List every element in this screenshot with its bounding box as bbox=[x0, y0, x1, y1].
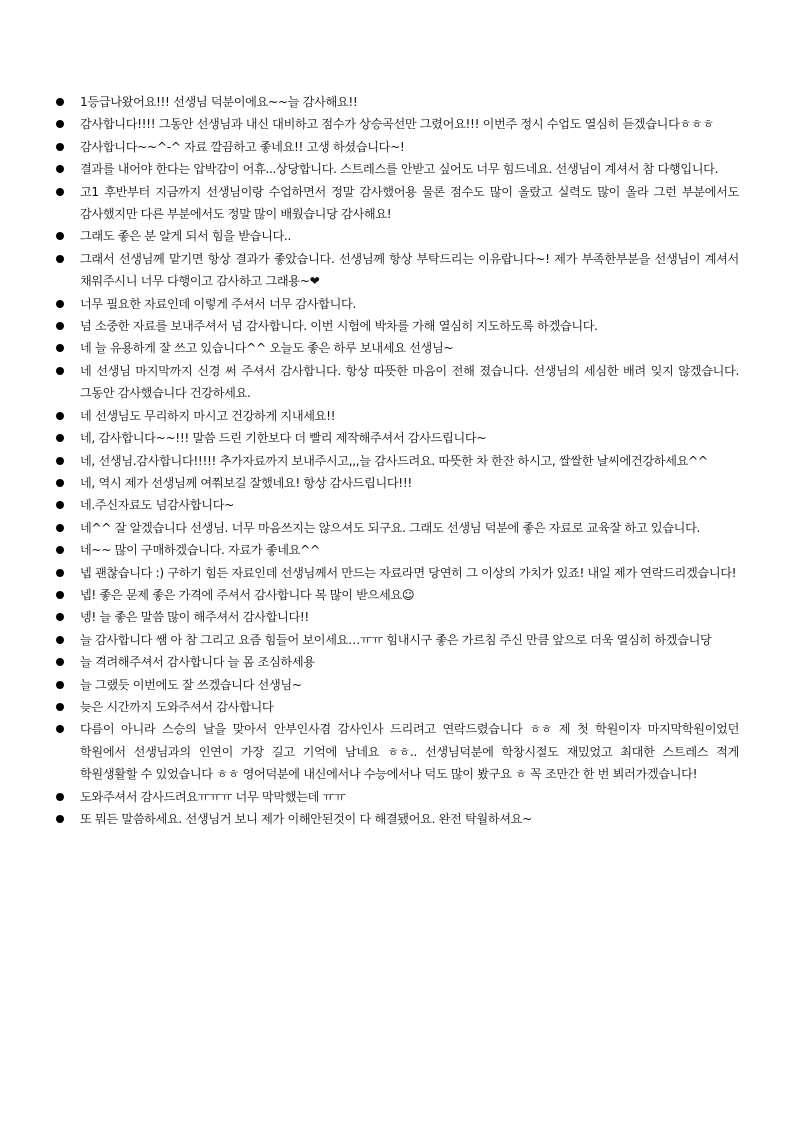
bullet-icon bbox=[56, 815, 64, 823]
list-item-text: 넵 괜찮습니다 :) 구하기 힘든 자료인데 선생님께서 만드는 자료라면 당연히 그 이상의 가치가 있죠! 내일 제가 연락드리겠습니다! bbox=[80, 565, 737, 580]
list-item bbox=[54, 606, 739, 628]
bullet-icon bbox=[56, 255, 64, 263]
bullet-icon bbox=[56, 636, 64, 644]
list-item bbox=[54, 517, 739, 539]
list-item-text: 늦은 시간까지 도와주셔서 감사합니다 bbox=[80, 699, 274, 714]
bullet-icon bbox=[56, 300, 64, 308]
bullet-icon bbox=[56, 165, 64, 173]
list-item bbox=[54, 181, 739, 226]
list-item bbox=[54, 360, 739, 405]
list-item-text: 넵! 좋은 문제 좋은 가격에 주셔서 감사합니다 복 많이 받으세요☺ bbox=[80, 587, 415, 602]
bullet-icon bbox=[56, 703, 64, 711]
list-item bbox=[54, 539, 739, 561]
list-item-text: 너무 필요한 자료인데 이렇게 주셔서 너무 감사합니다. bbox=[80, 296, 356, 311]
bullet-icon bbox=[56, 344, 64, 352]
list-item-text: 그래서 선생님께 맡기면 항상 결과가 좋았습니다. 선생님께 항상 부탁드리는 이유랍니다~! 제가 부족한부분을 선생님이 계셔서 채워주시니 너무 다행이고 감사하고 그래용~❤ bbox=[80, 251, 739, 289]
bullet-icon bbox=[56, 188, 64, 196]
list-item-text: 넘 소중한 자료를 보내주셔서 넘 감사합니다. 이번 시험에 박차를 가해 열심히 지도하도록 하겠습니다. bbox=[80, 319, 598, 334]
list-item bbox=[54, 248, 739, 293]
testimonial-list bbox=[54, 91, 739, 830]
list-item bbox=[54, 91, 739, 113]
list-item bbox=[54, 696, 739, 718]
bullet-icon bbox=[56, 658, 64, 666]
list-item-text: 네, 역시 제가 선생님께 여쭤보길 잘했네요! 항상 감사드립니다!!! bbox=[80, 475, 412, 490]
list-item bbox=[54, 584, 739, 606]
bullet-icon bbox=[56, 479, 64, 487]
list-item-text: 네.주신자료도 넘감사합니다~ bbox=[80, 498, 234, 513]
list-item bbox=[54, 786, 739, 808]
list-item bbox=[54, 472, 739, 494]
bullet-icon bbox=[56, 591, 64, 599]
bullet-icon bbox=[56, 367, 64, 375]
bullet-icon bbox=[56, 457, 64, 465]
list-item bbox=[54, 337, 739, 359]
list-item bbox=[54, 629, 739, 651]
list-item-text: 네^^ 잘 알겠습니다 선생님. 너무 마음쓰지는 않으셔도 되구요. 그래도 선생님 덕분에 좋은 자료로 교육잘 하고 있습니다. bbox=[80, 520, 701, 535]
list-item bbox=[54, 315, 739, 337]
bullet-icon bbox=[56, 725, 64, 733]
bullet-icon bbox=[56, 681, 64, 689]
list-item-text: 감사합니다!!!! 그동안 선생님과 내신 대비하고 점수가 상승곡선만 그렸어요!!! 이번주 정시 수업도 열심히 듣겠습니다ㅎㅎㅎ bbox=[80, 117, 714, 132]
list-item bbox=[54, 674, 739, 696]
bullet-icon bbox=[56, 120, 64, 128]
list-item-text: 네 선생님 마지막까지 신경 써 주셔서 감사합니다. 항상 따뜻한 마음이 전해 졌습니다. 선생님의 세심한 배려 잊지 않겠습니다. 그동안 감사했습니다 건강하세요. bbox=[80, 363, 739, 401]
list-item-text: 감사합니다~~^-^ 자료 깔끔하고 좋네요!! 고생 하셨습니다~! bbox=[80, 139, 405, 154]
list-item-text: 네 선생님도 무리하지 마시고 건강하게 지내세요!! bbox=[80, 408, 336, 423]
list-item-text: 늘 그랬듯 이번에도 잘 쓰겠습니다 선생님~ bbox=[80, 677, 302, 692]
list-item bbox=[54, 494, 739, 516]
list-item-text: 네~~ 많이 구매하겠습니다. 자료가 좋네요^^ bbox=[80, 543, 320, 558]
list-item-text: 도와주셔서 감사드려요ㅠㅠㅠ 너무 막막했는데 ㅠㅠ bbox=[80, 789, 346, 804]
bullet-icon bbox=[56, 412, 64, 420]
bullet-icon bbox=[56, 569, 64, 577]
list-item bbox=[54, 718, 739, 785]
list-item bbox=[54, 225, 739, 247]
bullet-icon bbox=[56, 501, 64, 509]
list-item-text: 늘 격려해주셔서 감사합니다 늘 몸 조심하세용 bbox=[80, 655, 315, 670]
list-item bbox=[54, 427, 739, 449]
list-item bbox=[54, 405, 739, 427]
list-item bbox=[54, 651, 739, 673]
bullet-icon bbox=[56, 613, 64, 621]
bullet-icon bbox=[56, 143, 64, 151]
bullet-icon bbox=[56, 793, 64, 801]
list-item-text: 1등급나왔어요!!! 선생님 덕분이에요~~늘 감사해요!! bbox=[80, 95, 358, 109]
list-item bbox=[54, 136, 739, 158]
list-item-text: 고1 후반부터 지금까지 선생님이랑 수업하면서 정말 감사했어용 물론 점수도 많이 올랐고 실력도 많이 올라 그런 부분에서도 감사했지만 다른 부분에서도 정말 많이 배웠습니당 감사해요! bbox=[80, 184, 739, 222]
list-item-text: 또 뭐든 말씀하세요. 선생님거 보니 제가 이해안된것이 다 해결됐어요. 완전 탁월하셔요~ bbox=[80, 812, 532, 826]
bullet-icon bbox=[56, 434, 64, 442]
list-item-text: 그래도 좋은 분 알게 되서 힘을 받습니다.. bbox=[80, 229, 291, 244]
list-item-text: 결과를 내어야 한다는 압박감이 어휴...상당합니다. 스트레스를 안받고 싶어도 너무 힘드네요. 선생님이 계셔서 참 다행입니다. bbox=[80, 162, 719, 177]
list-item-text: 다름이 아니라 스승의 날을 맞아서 안부인사겸 감사인사 드리려고 연락드렸습니다 ㅎㅎ 제 첫 학원이자 마지막학원이었던 학원에서 선생님과의 인연이 가장 길고 기억에 남네요 ㅎㅎ.. 선생님덕분에 학창시절도 재밌었고 최대한 스트레스 적게 학원생활할 수 있었습니다 ㅎㅎ 영어덕분에 내신에서나 수능에서나 덕도 많이 봤구요 ㅎ 꼭 조만간 한 번 뵈러가겠습니다! bbox=[80, 722, 739, 782]
list-item-text: 네, 감사합니다~~!!! 말씀 드린 기한보다 더 빨리 제작해주셔서 감사드립니다~ bbox=[80, 431, 487, 446]
list-item-text: 네 늘 유용하게 잘 쓰고 있습니다^^ 오늘도 좋은 하루 보내세요 선생님~ bbox=[80, 341, 454, 356]
list-item-text: 네, 선생님.감사합니다!!!!! 추가자료까지 보내주시고,,,늘 감사드려요. 따뜻한 차 한잔 하시고, 쌀쌀한 날씨에건강하세요^^ bbox=[80, 453, 708, 468]
bullet-icon bbox=[56, 232, 64, 240]
bullet-icon bbox=[56, 524, 64, 532]
list-item-text: 늘 감사합니다 쌤 아 참 그리고 요즘 힘들어 보이세요…ㅠㅠ 힘내시구 좋은 가르침 주신 만큼 앞으로 더욱 열심히 하겠습니당 bbox=[80, 632, 712, 647]
list-item bbox=[54, 562, 739, 584]
bullet-icon bbox=[56, 546, 64, 554]
list-item bbox=[54, 293, 739, 315]
list-item bbox=[54, 113, 739, 135]
list-item-text: 넹! 늘 좋은 말씀 많이 해주셔서 감사합니다!! bbox=[80, 610, 309, 625]
bullet-icon bbox=[56, 98, 64, 106]
list-item bbox=[54, 450, 739, 472]
list-item bbox=[54, 158, 739, 180]
list-item bbox=[54, 808, 739, 830]
bullet-icon bbox=[56, 322, 64, 330]
